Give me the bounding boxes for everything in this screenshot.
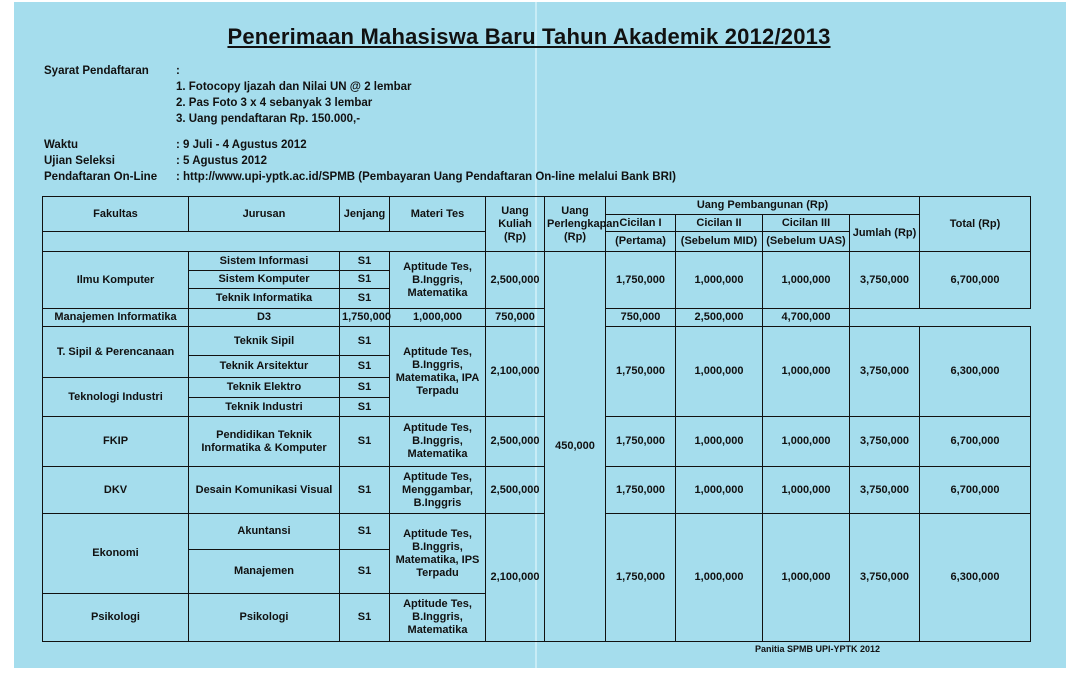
jenjang-cell: S1	[340, 289, 390, 309]
eko-total: 6,300,000	[920, 514, 1031, 642]
kuliah-ilmu-komputer: 2,500,000	[486, 252, 545, 309]
syarat-colon: :	[176, 65, 180, 77]
fakultas-psikologi: Psikologi	[43, 594, 189, 642]
header-uang-pembangunan: Uang Pembangunan (Rp)	[606, 197, 920, 215]
ujian-value: : 5 Agustus 2012	[176, 155, 267, 167]
mi-cicilan-3: 750,000	[606, 309, 676, 327]
jenjang-cell: D3	[189, 309, 340, 327]
syarat-item-1: 1. Fotocopy Ijazah dan Nilai UN @ 2 lembar	[176, 81, 412, 93]
dkv-cicilan-1: 1,750,000	[606, 467, 676, 514]
jurusan-manajemen: Manajemen	[189, 550, 340, 594]
jurusan-teknik-elektro: Teknik Elektro	[189, 378, 340, 398]
dkv-cicilan-2: 1,000,000	[676, 467, 763, 514]
ilkom-total: 6,700,000	[920, 252, 1031, 309]
kuliah-teknik: 2,100,000	[486, 327, 545, 417]
header-cicilan-1: Cicilan I	[606, 215, 676, 232]
mi-cicilan-1: 1,000,000	[390, 309, 486, 327]
fkip-jumlah: 3,750,000	[850, 417, 920, 467]
tek-cicilan-2: 1,000,000	[676, 327, 763, 417]
jenjang-cell: S1	[340, 327, 390, 356]
mi-total: 4,700,000	[763, 309, 850, 327]
eko-cicilan-3: 1,000,000	[763, 514, 850, 642]
mi-jumlah: 2,500,000	[676, 309, 763, 327]
kuliah-ekonomi-psikologi: 2,100,000	[486, 514, 545, 642]
kuliah-dkv: 2,500,000	[486, 467, 545, 514]
eko-cicilan-1: 1,750,000	[606, 514, 676, 642]
header-jumlah: Jumlah (Rp)	[850, 215, 920, 252]
header-jurusan: Jurusan	[189, 197, 340, 232]
jurusan-akuntansi: Akuntansi	[189, 514, 340, 550]
header-cicilan-1-sub: (Pertama)	[606, 232, 676, 252]
materi-psikologi: Aptitude Tes, B.Inggris, Matematika	[390, 594, 486, 642]
materi-ekonomi: Aptitude Tes, B.Inggris, Matematika, IPS Terpadu	[390, 514, 486, 594]
header-cicilan-3-sub: (Sebelum UAS)	[763, 232, 850, 252]
jenjang-cell: S1	[340, 467, 390, 514]
footer-note: Panitia SPMB UPI-YPTK 2012	[755, 644, 881, 654]
fee-table	[42, 196, 1031, 642]
header-uang-kuliah: Uang Kuliah (Rp)	[486, 197, 545, 252]
header-materi: Materi Tes	[390, 197, 486, 232]
materi-ilmu-komputer: Aptitude Tes, B.Inggris, Matematika	[390, 252, 486, 309]
mi-cicilan-2: 750,000	[486, 309, 545, 327]
jurusan-teknik-informatika: Teknik Informatika	[189, 289, 340, 309]
tek-jumlah: 3,750,000	[850, 327, 920, 417]
ujian-label: Ujian Seleksi	[44, 155, 115, 167]
jurusan-teknik-industri: Teknik Industri	[189, 398, 340, 417]
kuliah-manajemen-informatika: 1,750,000	[340, 309, 390, 327]
jurusan-teknik-sipil: Teknik Sipil	[189, 327, 340, 356]
dkv-jumlah: 3,750,000	[850, 467, 920, 514]
dkv-total: 6,700,000	[920, 467, 1031, 514]
syarat-item-3: 3. Uang pendaftaran Rp. 150.000,-	[176, 113, 361, 125]
header-uang-perlengkapan: Uang Perlengkapan (Rp)	[545, 197, 606, 252]
tek-total: 6,300,000	[920, 327, 1031, 417]
tek-cicilan-3: 1,000,000	[763, 327, 850, 417]
fakultas-ekonomi: Ekonomi	[43, 514, 189, 594]
jenjang-cell: S1	[340, 252, 390, 271]
jurusan-sistem-informasi: Sistem Informasi	[189, 252, 340, 271]
header-fakultas: Fakultas	[43, 197, 189, 232]
eko-cicilan-2: 1,000,000	[676, 514, 763, 642]
jurusan-pendidikan-teknik-informatika: Pendidikan Teknik Informatika & Komputer	[189, 417, 340, 467]
jurusan-psikologi: Psikologi	[189, 594, 340, 642]
materi-fkip: Aptitude Tes, B.Inggris, Matematika	[390, 417, 486, 467]
ilkom-cicilan-3: 1,000,000	[763, 252, 850, 309]
jenjang-cell: S1	[340, 550, 390, 594]
fakultas-sipil-perencanaan: T. Sipil & Perencanaan	[43, 327, 189, 378]
brochure-sheet	[14, 2, 1066, 668]
fakultas-teknologi-industri: Teknologi Industri	[43, 378, 189, 417]
jenjang-cell: S1	[340, 271, 390, 289]
header-jenjang: Jenjang	[340, 197, 390, 232]
fakultas-dkv: DKV	[43, 467, 189, 514]
dkv-cicilan-3: 1,000,000	[763, 467, 850, 514]
fakultas-ilmu-komputer: Ilmu Komputer	[43, 252, 189, 309]
header-total: Total (Rp)	[920, 197, 1031, 252]
fkip-cicilan-1: 1,750,000	[606, 417, 676, 467]
syarat-label: Syarat Pendaftaran	[44, 65, 149, 77]
kuliah-fkip: 2,500,000	[486, 417, 545, 467]
jenjang-cell: S1	[340, 356, 390, 378]
header-spacer	[43, 232, 486, 252]
header-cicilan-3: Cicilan III	[763, 215, 850, 232]
jenjang-cell: S1	[340, 398, 390, 417]
page-title: Penerimaan Mahasiswa Baru Tahun Akademik 2012/2013	[227, 24, 831, 49]
jurusan-teknik-arsitektur: Teknik Arsitektur	[189, 356, 340, 378]
fkip-cicilan-3: 1,000,000	[763, 417, 850, 467]
waktu-value: : 9 Juli - 4 Agustus 2012	[176, 139, 307, 151]
jurusan-desain-komunikasi-visual: Desain Komunikasi Visual	[189, 467, 340, 514]
header-cicilan-2-sub: (Sebelum MID)	[676, 232, 763, 252]
materi-dkv: Aptitude Tes, Menggambar, B.Inggris	[390, 467, 486, 514]
uang-perlengkapan-value: 450,000	[545, 252, 606, 642]
online-value: : http://www.upi-yptk.ac.id/SPMB (Pembayaran Uang Pendaftaran On-line melalui Bank BRI)	[176, 171, 676, 183]
ilkom-jumlah: 3,750,000	[850, 252, 920, 309]
jenjang-cell: S1	[340, 594, 390, 642]
header-cicilan-2: Cicilan II	[676, 215, 763, 232]
fkip-total: 6,700,000	[920, 417, 1031, 467]
jenjang-cell: S1	[340, 514, 390, 550]
ilkom-cicilan-2: 1,000,000	[676, 252, 763, 309]
eko-jumlah: 3,750,000	[850, 514, 920, 642]
fakultas-fkip: FKIP	[43, 417, 189, 467]
waktu-label: Waktu	[44, 139, 79, 151]
ilkom-cicilan-1: 1,750,000	[606, 252, 676, 309]
tek-cicilan-1: 1,750,000	[606, 327, 676, 417]
syarat-item-2: 2. Pas Foto 3 x 4 sebanyak 3 lembar	[176, 97, 373, 109]
jenjang-cell: S1	[340, 417, 390, 467]
jurusan-manajemen-informatika: Manajemen Informatika	[43, 309, 189, 327]
online-label: Pendaftaran On-Line	[44, 171, 158, 183]
materi-teknik: Aptitude Tes, B.Inggris, Matematika, IPA Terpadu	[390, 327, 486, 417]
jurusan-sistem-komputer: Sistem Komputer	[189, 271, 340, 289]
jenjang-cell: S1	[340, 378, 390, 398]
fkip-cicilan-2: 1,000,000	[676, 417, 763, 467]
